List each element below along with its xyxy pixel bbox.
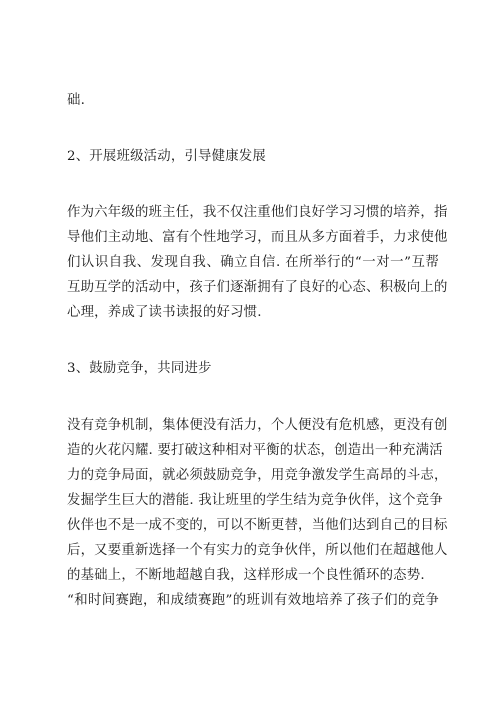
section-3-line: 造的火花闪耀. 要打破这种相对平衡的状态，创造出一种充满活	[67, 443, 443, 458]
section-3-heading: 3、鼓励竞争，共同进步	[67, 361, 212, 376]
section-2-line: 互助互学的活动中，孩子们逐渐拥有了良好的心态、积极向上的	[67, 280, 448, 295]
section-2-line: 导他们主动地、富有个性地学习，而且从多方面着手，力求使他	[67, 230, 448, 245]
section-2-line: 心理，养成了读书读报的好习惯.	[67, 305, 262, 320]
section-3-line: “和时间赛跑，和成绩赛跑”的班训有效地培养了孩子们的竞争	[67, 593, 439, 608]
section-3-line: 发掘学生巨大的潜能. 我让班里的学生结为竞争伙伴，这个竞争	[67, 493, 443, 508]
section-2-heading: 2、开展班级活动，引导健康发展	[67, 149, 266, 164]
section-3-line: 力的竞争局面，就必须鼓励竞争，用竞争激发学生高昂的斗志，	[67, 468, 448, 483]
continuation-line: 础.	[67, 93, 86, 108]
section-3-line: 没有竞争机制，集体便没有活力，个人便没有危机感，更没有创	[67, 418, 448, 433]
section-3-line: 伙伴也不是一成不变的，可以不断更替，当他们达到自己的目标	[67, 518, 448, 533]
section-3-line: 后，又要重新选择一个有实力的竞争伙伴，所以他们在超越他人	[67, 543, 448, 558]
section-2-line: 作为六年级的班主任，我不仅注重他们良好学习习惯的培养，指	[67, 205, 448, 220]
section-3-line: 的基础上，不断地超越自我，这样形成一个良性循环的态势.	[67, 568, 425, 583]
section-2-line: 们认识自我、发现自我、确立自信. 在所举行的“一对一”互帮	[67, 255, 439, 270]
